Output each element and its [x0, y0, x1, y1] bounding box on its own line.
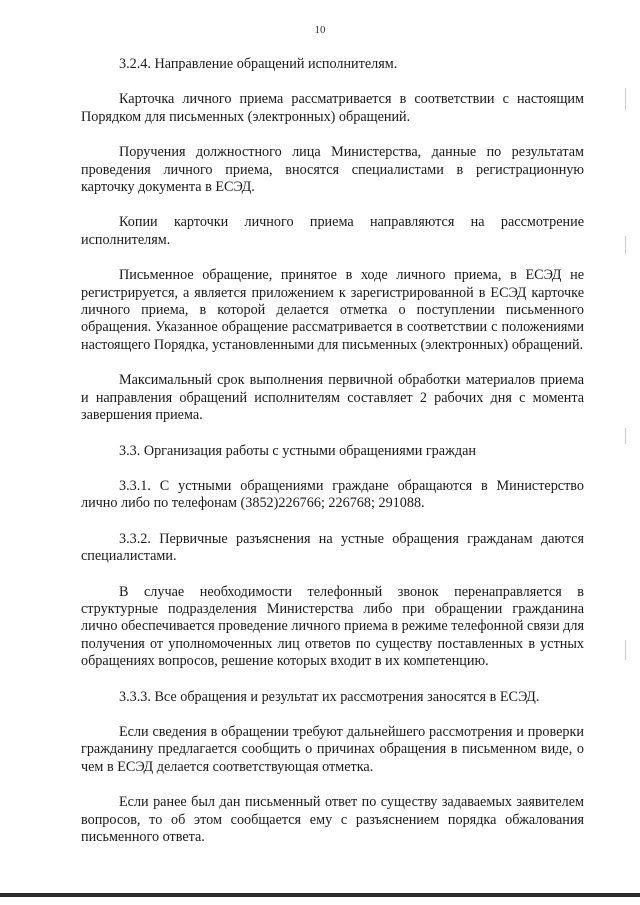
section-heading-3-3: 3.3. Организация работы с устными обращениями граждан: [119, 442, 476, 459]
paragraph: Письменное обращение, принятое в ходе личного приема, в ЕСЭД не регистрируется, а является приложением к зарегистрированной в ЕСЭД карточке личного приема, в которой делается отметка о поступлении письменного обращения. Указанное обращение рассматривается в соответствии с положениями настоящего Порядка, установленными для письменных (электронных) обращений.: [81, 267, 584, 353]
paragraph: Если сведения в обращении требуют дальнейшего рассмотрения и проверки гражданину предлагается сообщить о причинах обращения в письменном виде, о чем в ЕСЭД делается соответствующая отметка.: [81, 723, 584, 775]
scan-margin-mark: [625, 236, 626, 254]
scan-margin-mark: [625, 640, 626, 660]
paragraph: Копии карточки личного приема направляются на рассмотрение исполнителям.: [81, 214, 584, 248]
paragraph: В случае необходимости телефонный звонок перенаправляется в структурные подразделения Министерства либо при обращении гражданина лично обеспечивается проведение личного приема в режиме телефонной связи для получения от уполномоченных лиц ответов по существу поставленных в устных обращениях вопросов, решение которых входит в их компетенцию.: [81, 583, 584, 670]
paragraph: Поручения должностного лица Министерства, данные по результатам проведения личного приема, вносятся специалистами в регистрационную карточку документа в ЕСЭД.: [81, 144, 584, 196]
paragraph-3-3-2: 3.3.2. Первичные разъяснения на устные обращения гражданам даются специалистами.: [81, 530, 584, 565]
section-heading-3-3-3: 3.3.3. Все обращения и результат их рассмотрения заносятся в ЕСЭД.: [119, 688, 540, 705]
paragraph: Максимальный срок выполнения первичной обработки материалов приема и направления обращений исполнителям составляет 2 рабочих дня с момента завершения приема.: [81, 372, 584, 424]
paragraph-3-3-1: 3.3.1. С устными обращениями граждане обращаются в Министерство лично либо по телефонам (3852)226766; 226768; 291088.: [81, 477, 584, 512]
paragraph: Карточка личного приема рассматривается в соответствии с настоящим Порядком для письменных (электронных) обращений.: [81, 91, 584, 125]
section-heading-3-2-4: 3.2.4. Направление обращений исполнителям.: [119, 56, 398, 72]
scan-margin-mark: [625, 88, 626, 110]
paragraph: Если ранее был дан письменный ответ по существу задаваемых заявителем вопросов, то об этом сообщается ему с разъяснением порядка обжалования письменного ответа.: [81, 794, 584, 845]
page-number: 10: [314, 24, 326, 36]
document-body: [81, 56, 584, 864]
scan-margin-mark: [625, 428, 626, 444]
scan-bottom-edge: [0, 893, 640, 897]
